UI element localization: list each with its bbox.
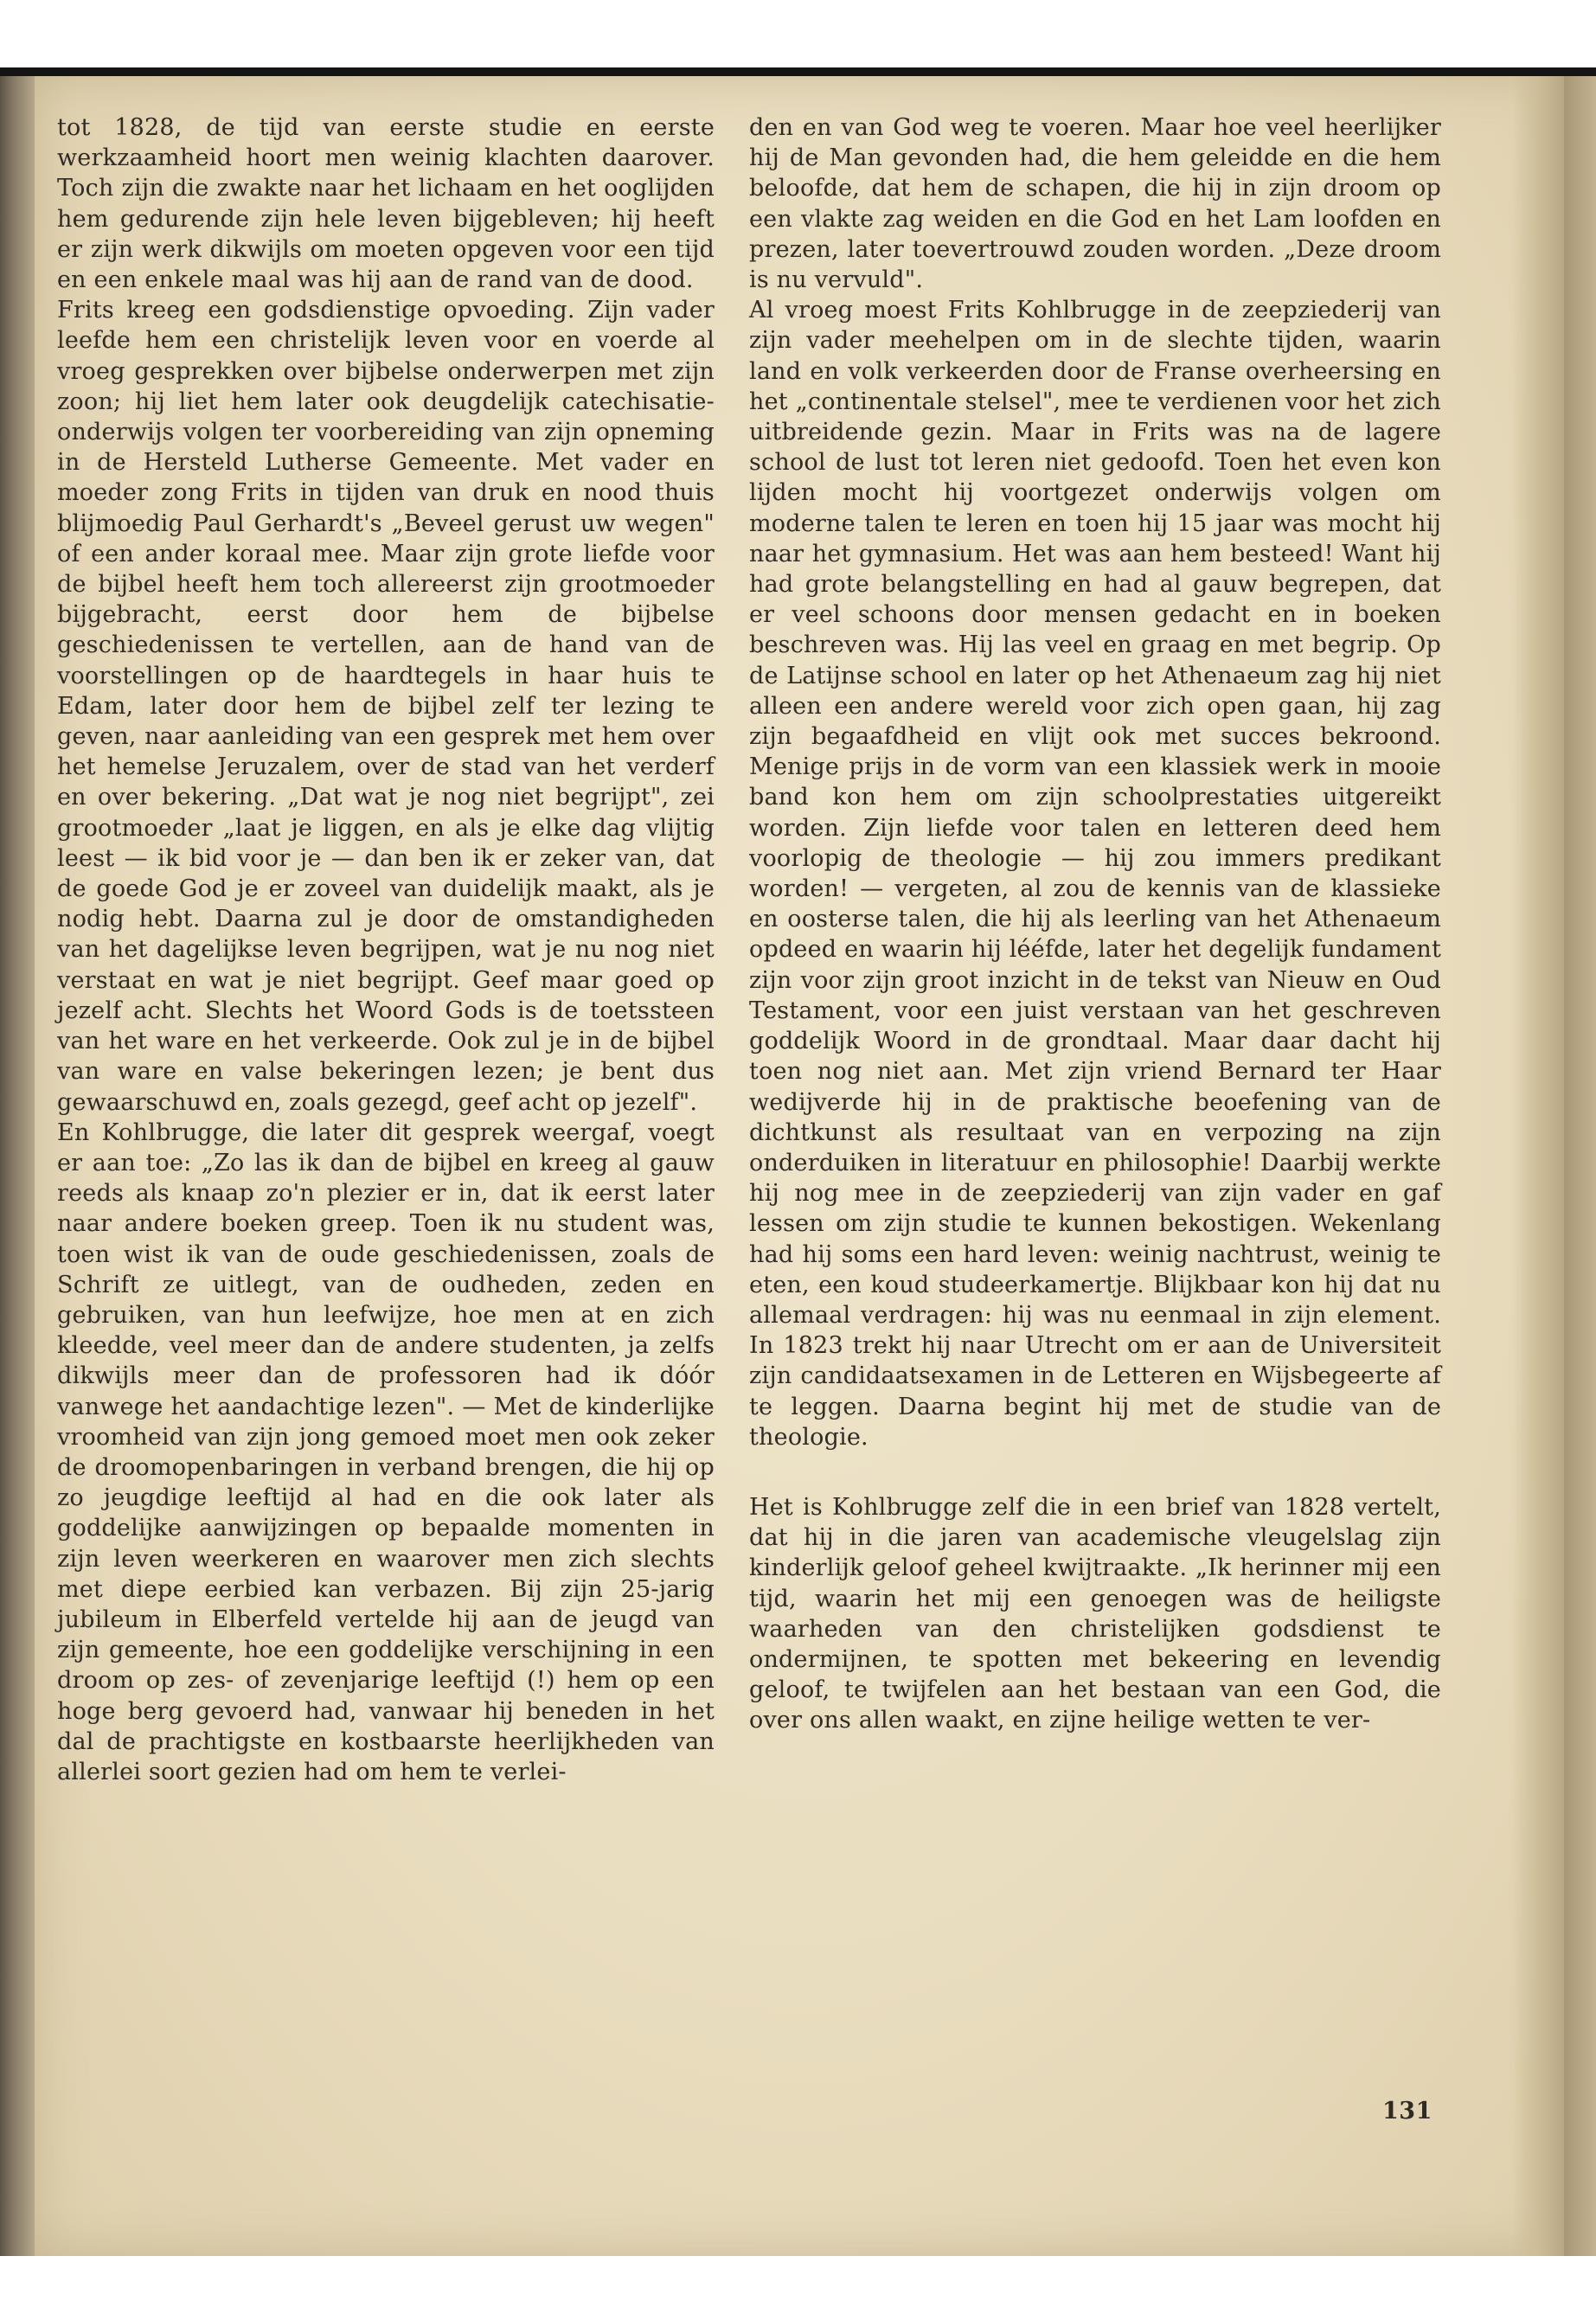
right-text-column xyxy=(749,112,1441,1736)
left-text-column xyxy=(57,112,715,1787)
paragraph: Al vroeg moest Frits Kohlbrugge in de zeepziederij van zijn vader meehelpen om in de slechte tijden, waarin land en volk verkeerden door de Franse overheersing en het „continentale stelsel", mee te verdienen voor het zich uitbreidende gezin. Maar in Frits was na de lagere school de lust tot leren niet gedoofd. Toen het even kon lijden mocht hij voortgezet onderwijs volgen om moderne talen te leren en toen hij 15 jaar was mocht hij naar het gymnasium. Het was aan hem besteed! Want hij had grote belangstelling en had al gauw begrepen, dat er veel schoons door mensen gedacht en in boeken beschreven was. Hij las veel en graag en met begrip. Op de Latijnse school en later op het Athenaeum zag hij niet alleen een andere wereld voor zich open gaan, hij zag zijn begaafdheid en vlijt ook met succes bekroond. Menige prijs in de vorm van een klassiek werk in mooie band kon hem om zijn schoolprestaties uitgereikt worden. Zijn liefde voor talen en letteren deed hem voorlopig de theologie — hij zou immers predikant worden! — vergeten, al zou de kennis van de klassieke en oosterse talen, die hij als leerling van het Athenaeum opdeed en waarin hij lééfde, later het degelijk fundament zijn voor zijn groot inzicht in de tekst van Nieuw en Oud Testament, voor een juist verstaan van het geschreven goddelijk Woord in de grondtaal. Maar daar dacht hij toen nog niet aan. Met zijn vriend Bernard ter Haar wedijverde hij in de praktische beoefening van de dichtkunst als resultaat van en verpozing na zijn onderduiken in literatuur en philosophie! Daarbij werkte hij nog mee in de zeepziederij van zijn vader en gaf lessen om zijn studie te kunnen bekostigen. Wekenlang had hij soms een hard leven: weinig nachtrust, weinig te eten, een koud studeerkamertje. Blijkbaar kon hij dat nu allemaal verdragen: hij was nu eenmaal in zijn element. In 1823 trekt hij naar Utrecht om er aan de Universiteit zijn candidaatsexamen in de Letteren en Wijsbegeerte af te leggen. Daarna begint hij met de studie van de theologie. xyxy=(749,297,1441,1451)
section-break xyxy=(749,1452,1441,1492)
page-number: 131 xyxy=(1382,2098,1433,2125)
paragraph: tot 1828, de tijd van eerste studie en eerste werkzaamheid hoort men weinig klachten daarover. Toch zijn die zwakte naar het lichaam en het ooglijden hem gedurende zijn hele leven bijgebleven; hij heeft er zijn werk dikwijls om moeten opgeven voor een tijd en een enkele maal was hij aan de rand van de dood. xyxy=(57,114,715,294)
book-spine-edge xyxy=(0,76,36,2256)
page-gutter-shadow xyxy=(1512,76,1564,2256)
paragraph: Het is Kohlbrugge zelf die in een brief van 1828 vertelt, dat hij in die jaren van academische vleugelslag zijn kinderlijk geloof geheel kwijtraakte. „Ik herinner mij een tijd, waarin het mij een genoegen was de heiligste waarheden van den christelijken godsdienst te ondermijnen, te spotten met bekeering en levendig geloof, te twijfelen aan het bestaan van een God, die over ons allen waakt, en zijne heilige wetten te ver- xyxy=(749,1493,1441,1734)
paragraph: En Kohlbrugge, die later dit gesprek weergaf, voegt er aan toe: „Zo las ik dan de bijbel en kreeg al gauw reeds als knaap zo'n plezier er in, dat ik eerst later naar andere boeken greep. Toen ik nu student was, toen wist ik van de oude geschiedenissen, zoals de Schrift ze uitlegt, van de oudheden, zeden en gebruiken, van hun leefwijze, hoe men at en zich kleedde, veel meer dan de andere studenten, ja zelfs dikwijls meer dan de professoren had ik dóór vanwege het aandachtige lezen". — Met de kinderlijke vroomheid van zijn jong gemoed moet men ook zeker de droomopenbaringen in verband brengen, die hij op zo jeugdige leeftijd al had en die ook later als goddelijke aanwijzingen op bepaalde momenten in zijn leven weerkeren en waarover men zich slechts met diepe eerbied kan verbazen. Bij zijn 25-jarig jubileum in Elberfeld vertelde hij aan de jeugd van zijn gemeente, hoe een goddelijke verschijning in een droom op zes- of zevenjarige leeftijd (!) hem op een hoge berg gevoerd had, vanwaar hij beneden in het dal de prachtigste en kostbaarste heerlijkheden van allerlei soort gezien had om hem te verlei- xyxy=(57,1118,715,1785)
paragraph: den en van God weg te voeren. Maar hoe veel heerlijker hij de Man gevonden had, die hem geleidde en die hem beloofde, dat hem de schapen, die hij in zijn droom op een vlakte zag weiden en die God en het Lam loofden en prezen, later toevertrouwd zouden worden. „Deze droom is nu vervuld". xyxy=(749,114,1441,294)
paragraph: Frits kreeg een godsdienstige opvoeding. Zijn vader leefde hem een christelijk leven voor en voerde al vroeg gesprekken over bijbelse onderwerpen met zijn zoon; hij liet hem later ook deugdelijk catechisatie-onderwijs volgen ter voorbereiding van zijn opneming in de Hersteld Lutherse Gemeente. Met vader en moeder zong Frits in tijden van druk en nood thuis blijmoedig Paul Gerhardt's „Beveel gerust uw wegen" of een ander koraal mee. Maar zijn grote liefde voor de bijbel heeft hem toch allereerst zijn grootmoeder bijgebracht, eerst door hem de bijbelse geschiedenissen te vertellen, aan de hand van de voorstellingen op de haardtegels in haar huis te Edam, later door hem de bijbel zelf ter lezing te geven, naar aanleiding van een gesprek met hem over het hemelse Jeruzalem, over de stad van het verderf en over bekering. „Dat wat je nog niet begrijpt", zei grootmoeder „laat je liggen, en als je elke dag vlijtig leest — ik bid voor je — dan ben ik er zeker van, dat de goede God je er zoveel van duidelijk maakt, als je nodig hebt. Daarna zul je door de omstandigheden van het dagelijkse leven begrijpen, wat je nu nog niet verstaat en wat je niet begrijpt. Geef maar goed op jezelf acht. Slechts het Woord Gods is de toetssteen van het ware en het verkeerde. Ook zul je in de bijbel van ware en valse bekeringen lezen; je bent dus gewaarschuwd en, zoals gezegd, geef acht op jezelf". xyxy=(57,297,715,1116)
